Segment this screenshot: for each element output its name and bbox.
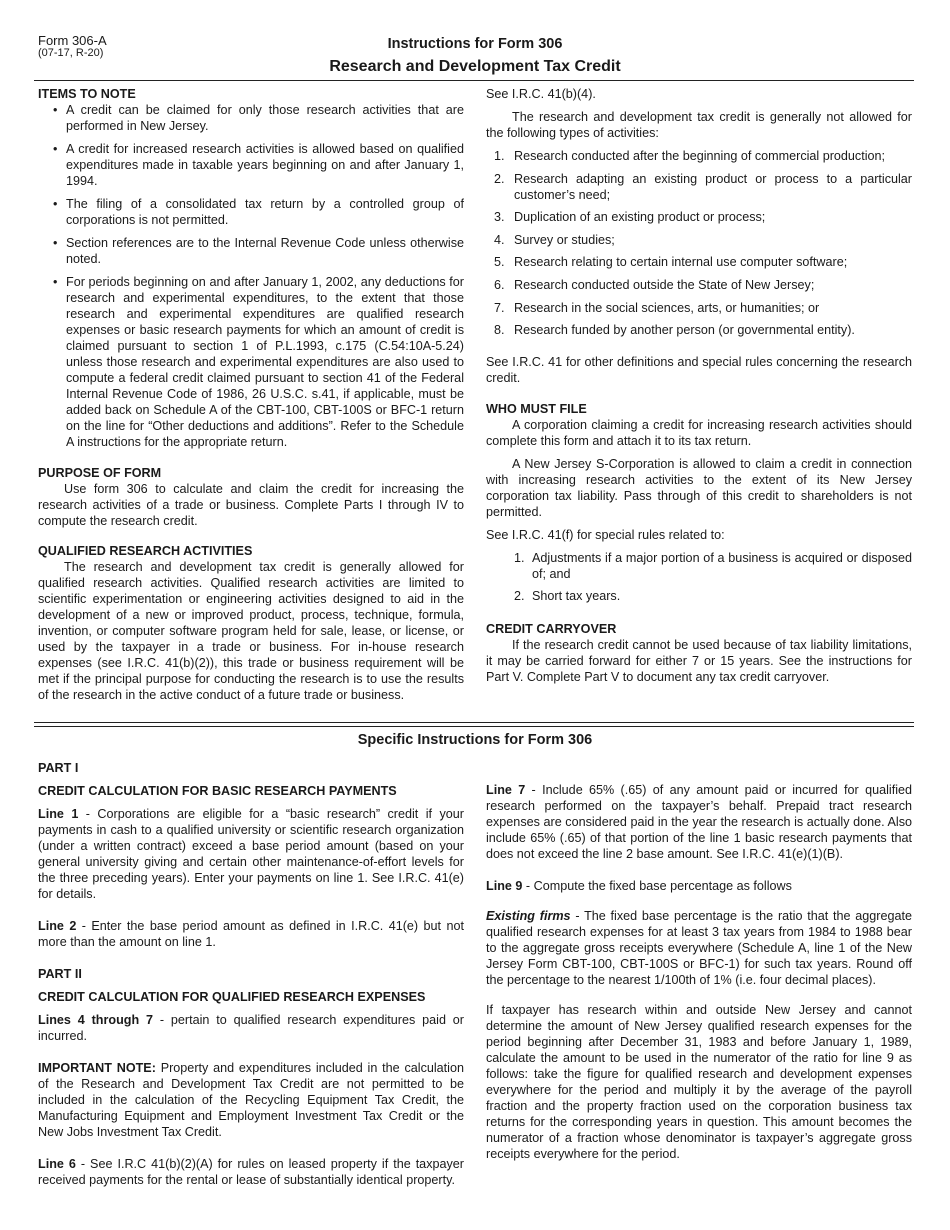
not-allowed-list: [486, 148, 912, 338]
lines-4-7-text: Lines 4 through 7 - pertain to qualified research expenditures paid or incurred.: [38, 1013, 464, 1043]
existing-firms-text: Existing firms - The fixed base percentage is the ratio that the aggregate qualified research expenses for at least 3 tax years from 1984 to 1988 bear to the aggregate gross receipts everywhere (Schedule A, line 1 of the New Jersey Form CBT-100, CBT-100S or BFC-1) for such tax years. Round off the percentage to the nearest 1/100th of 1% (i.e. four decimal places).: [486, 909, 913, 987]
list-item: 3. Duplication of an existing product or process;: [494, 210, 766, 225]
document-title: Instructions for Form 306: [387, 36, 563, 52]
who-must-file-p2: A New Jersey S-Corporation is allowed to claim a credit in connection with increasing research activities to the extent of its New Jersey corporation tax liability. Pass through of this credit to shareholders is not permitted.: [486, 456, 912, 519]
line-6-text: Line 6 - See I.R.C 41(b)(2)(A) for rules on leased property if the taxpayer received payments for the rental or lease of substantially identical property.: [38, 1157, 464, 1187]
part-1-label: PART I: [38, 761, 79, 775]
line-1-text: Line 1 - Corporations are eligible for a “basic research” credit if your payments in cash to a qualified university or scientific research organization (under a written contract) exceed a base period amount (based on your general university giving and certain other maintenance-of-effort levels for the three preceding years). Enter your payments on line 1. See I.R.C. 41(e) for details.: [38, 807, 464, 901]
important-note: IMPORTANT NOTE: Property and expenditures included in the calculation of the Research and Development Tax Credit are not permitted to be included in the calculation of the Recycling Equipment Tax Credit, the Manufacturing Equipment and Employment Investment Tax Credit or the New Jobs Investment Tax Credit.: [38, 1061, 464, 1139]
list-item: 4. Survey or studies;: [494, 232, 615, 247]
list-item: • A credit can be claimed for only those research activities that are performed in New Jersey.: [38, 102, 464, 134]
special-rules-list: [486, 550, 912, 605]
list-item: 8. Research funded by another person (or governmental entity).: [494, 323, 855, 338]
list-item: 2. Research adapting an existing product or process to a particular customer’s need;: [494, 171, 912, 202]
purpose-heading: PURPOSE OF FORM: [38, 466, 162, 480]
list-item: 7. Research in the social sciences, arts, or humanities; or: [494, 300, 820, 315]
list-item: 1. Research conducted after the beginning of commercial production;: [494, 149, 886, 163]
specific-instructions-title: Specific Instructions for Form 306: [357, 732, 593, 748]
see-irc-41: See I.R.C. 41 for other definitions and special rules concerning the research credit.: [486, 354, 912, 385]
line-9-text: Line 9 - Compute the fixed base percentage as follows: [486, 879, 792, 893]
header-rule: [34, 80, 914, 81]
who-must-file-heading: WHO MUST FILE: [486, 401, 587, 416]
list-item: 1. Adjustments if a major portion of a business is acquired or disposed of; and: [514, 550, 912, 581]
top-left-column: [38, 86, 464, 703]
purpose-text: Use form 306 to calculate and claim the credit for increasing the research activities of a trade or business. Complete Parts I through IV to compute the research credit.: [38, 482, 464, 528]
items-to-note-list: [38, 102, 464, 450]
qualified-research-heading: QUALIFIED RESEARCH ACTIVITIES: [38, 544, 253, 558]
bottom-left-column: [38, 760, 464, 1188]
bottom-right-column: [486, 782, 912, 1162]
list-item: • Section references are to the Internal Revenue Code unless otherwise noted.: [38, 235, 464, 267]
list-item: • The filing of a consolidated tax return by a controlled group of corporations is not permitted.: [38, 196, 464, 228]
part-2-label: PART II: [38, 967, 82, 981]
list-item: • A credit for increased research activities is allowed based on qualified expenditures made in taxable years beginning on and after January 1, 1994.: [38, 141, 464, 189]
see-reference: See I.R.C. 41(b)(4).: [486, 87, 596, 101]
list-item: 2. Short tax years.: [514, 589, 621, 604]
top-right-column: [486, 86, 912, 685]
line-2-text: Line 2 - Enter the base period amount as defined in I.R.C. 41(e) but not more than the amount on line 1.: [38, 919, 464, 949]
part-1-heading: CREDIT CALCULATION FOR BASIC RESEARCH PAYMENTS: [38, 784, 397, 798]
document-subtitle: Research and Development Tax Credit: [329, 58, 621, 75]
who-must-file-p1: A corporation claiming a credit for increasing research activities should complete this form and attach it to its tax return.: [486, 417, 912, 448]
items-to-note-heading: ITEMS TO NOTE: [38, 87, 136, 101]
credit-carryover-text: If the research credit cannot be used because of tax liability limitations, it may be carried forward for either 7 or 15 years. See the instructions for Part V. Complete Part V to document any tax credit carryover.: [486, 637, 912, 684]
see-irc-41f: See I.R.C. 41(f) for special rules related to:: [486, 527, 725, 542]
taxpayer-text: If taxpayer has research within and outside New Jersey and cannot determine the amount of New Jersey qualified research expenses for the period beginning after December 31, 1983 and before January 1, 1989, calculate the amount to be used in the numerator of the ratio for line 9 as follows: take the figure for qualified research and development expenses everywhere for the period and multiply it by the average of the payroll fraction and the property fraction used on the corporation business tax returns for the corresponding years in question. This amount becomes the numerator of a fraction whose denominator is taxpayer’s aggregate gross receipts everywhere for the period.: [486, 1003, 912, 1161]
credit-carryover-heading: CREDIT CARRYOVER: [486, 621, 617, 636]
line-7-text: Line 7 - Include 65% (.65) of any amount paid or incurred for qualified research performed on the taxpayer’s behalf. Prepaid tract research expenses are considered paid in the year the research is actually done. Also include 65% (.65) of that portion of the line 1 basic research payments that does not exceed the line 2 base amount. See I.R.C. 41(e)(1)(B).: [486, 783, 912, 861]
part-2-heading: CREDIT CALCULATION FOR QUALIFIED RESEARCH EXPENSES: [38, 990, 426, 1004]
list-item: • For periods beginning on and after January 1, 2002, any deductions for research and experimental expenditures, to the extent that those research and experimental expenditures are qualified research expenses or basic research payments for which an amount of credit is claimed pursuant to section 1 of P.L.1993, c.175 (C.54:10A-5.24) unless those research and experimental expenditures are also used to compute a federal credit claimed pursuant to section 41 of the Federal Internal Revenue Code of 1986, 26 U.S.C. s.41, if applicable, must be added back on Schedule A of the CBT-100, CBT-100S or BFC-1 return on the line for “Other deductions and additions”. Refer to the Schedule A instructions for the appropriate return.: [38, 274, 464, 450]
not-allowed-intro: The research and development tax credit is generally not allowed for the following types of activities:: [486, 110, 912, 140]
section-divider: [34, 722, 914, 727]
qualified-research-text: The research and development tax credit is generally allowed for qualified research activities. Qualified research activities are limited to scientific experimentation or engineering activities designed to aid in the development of a new or improved product, process, technique, formula, invention, or computer software program held for sale, lease, or license, or used by the taxpayer in a trade or business. For in-house research expenses (see I.R.C. 41(b)(2)), this trade or business requirement will be met if the principal purpose for conducting the research is to use the results of the research in the active conduct of a future trade or business.: [38, 560, 464, 702]
form-revision: (07-17, R-20): [38, 47, 104, 59]
form-number: Form 306-A: [38, 33, 107, 48]
list-item: 5. Research relating to certain internal use computer software;: [494, 255, 848, 270]
list-item: 6. Research conducted outside the State of New Jersey;: [494, 277, 815, 292]
